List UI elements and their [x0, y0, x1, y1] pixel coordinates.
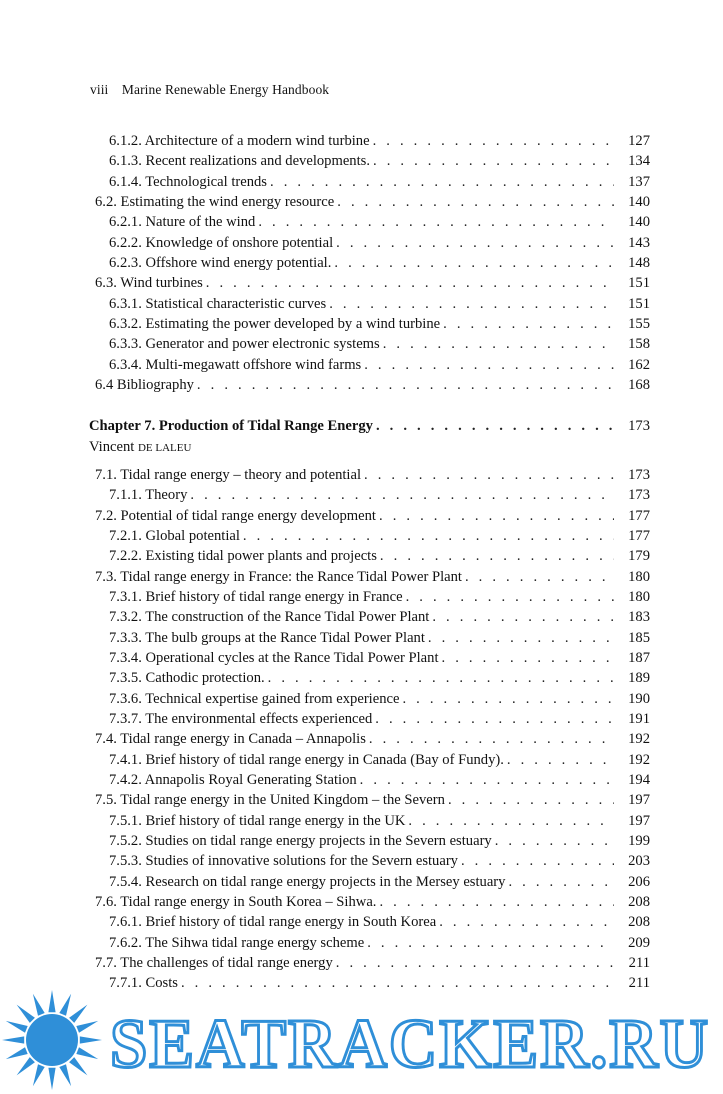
sun-ray — [48, 990, 55, 1012]
toc-entry-page: 173 — [628, 487, 650, 504]
toc-section-chapter-6 — [95, 133, 650, 397]
toc-entry-page: 192 — [628, 751, 650, 768]
toc-entry[interactable] — [95, 630, 650, 650]
leader-dots — [258, 214, 614, 231]
toc-entry-title: 6.3. Wind turbines — [95, 275, 203, 292]
sun-ray — [33, 1064, 45, 1086]
toc-entry-page: 185 — [628, 629, 650, 646]
table-of-contents — [89, 133, 650, 996]
toc-entry[interactable] — [95, 955, 650, 975]
author-first-name: Vincent — [89, 438, 135, 455]
toc-entry[interactable] — [95, 296, 650, 316]
leader-dots — [379, 508, 614, 525]
toc-entry[interactable] — [95, 772, 650, 792]
toc-entry-page: 162 — [628, 356, 650, 373]
toc-entry[interactable] — [95, 569, 650, 589]
toc-entry[interactable] — [95, 813, 650, 833]
toc-entry[interactable] — [95, 894, 650, 914]
toc-entry[interactable] — [95, 548, 650, 568]
toc-entry-title: 7.5.1. Brief history of tidal range energy in the UK — [109, 812, 406, 829]
toc-entry[interactable] — [95, 487, 650, 507]
toc-entry[interactable] — [95, 336, 650, 356]
toc-entry-page: 189 — [628, 670, 650, 687]
toc-entry-page: 208 — [628, 914, 650, 931]
toc-entry-page: 211 — [628, 955, 650, 972]
toc-entry-page: 208 — [628, 894, 650, 911]
sun-ray — [69, 1057, 87, 1075]
page-number: viii — [90, 82, 109, 97]
toc-entry[interactable] — [95, 275, 650, 295]
leader-dots — [379, 894, 614, 911]
toc-entry-page: 155 — [628, 316, 650, 333]
toc-entry-title: 7.3. Tidal range energy in France: the Rance Tidal Power Plant — [95, 568, 462, 585]
toc-entry[interactable] — [95, 214, 650, 234]
toc-entry-title: 6.3.4. Multi-megawatt offshore wind farms — [109, 356, 362, 373]
toc-entry[interactable] — [95, 752, 650, 772]
book-title: Marine Renewable Energy Handbook — [121, 82, 330, 97]
toc-entry-title: 7.6.1. Brief history of tidal range energy in South Korea — [109, 914, 437, 931]
toc-entry-page: 199 — [628, 833, 650, 849]
toc-entry[interactable] — [95, 153, 650, 173]
toc-entry-page: 187 — [628, 649, 650, 666]
leader-dots — [337, 194, 614, 211]
toc-entry-title: 6.2.2. Knowledge of onshore potential — [109, 234, 334, 251]
leader-dots — [375, 711, 614, 728]
toc-entry-page: 209 — [628, 934, 650, 951]
toc-entry[interactable] — [95, 316, 650, 336]
leader-dots — [369, 731, 614, 748]
toc-entry-page: 140 — [628, 214, 650, 231]
toc-entry-page: 197 — [628, 792, 650, 809]
toc-entry[interactable] — [95, 711, 650, 731]
watermark-text: SEATRACKER.RU — [110, 1006, 710, 1083]
toc-entry-title: 6.1.4. Technological trends — [109, 173, 267, 190]
leader-dots — [367, 935, 614, 952]
toc-entry-title: 7.3.3. The bulb groups at the Rance Tidal Power Plant — [109, 629, 425, 646]
leader-dots — [439, 914, 614, 931]
leader-dots — [432, 609, 614, 626]
toc-entry[interactable] — [95, 133, 650, 153]
leader-dots — [380, 548, 614, 565]
toc-entry-page: 158 — [628, 336, 650, 353]
chapter-title: Chapter 7. Production of Tidal Range Energy — [89, 418, 373, 435]
toc-entry-page: 148 — [628, 255, 650, 272]
chapter-page: 173 — [628, 418, 650, 435]
toc-entry[interactable] — [95, 792, 650, 812]
leader-dots — [406, 589, 614, 606]
toc-entry-page: 134 — [628, 153, 650, 170]
sun-ray — [17, 1005, 35, 1023]
toc-entry-title: 7.7.1. Costs — [109, 975, 178, 992]
toc-entry[interactable] — [95, 377, 650, 397]
toc-entry[interactable] — [95, 833, 650, 853]
leader-dots — [507, 752, 614, 769]
toc-entry[interactable] — [95, 467, 650, 487]
leader-dots — [465, 569, 614, 586]
toc-entry-title: 7.3.2. The construction of the Rance Tidal Power Plant — [109, 609, 430, 626]
sun-ray — [69, 1005, 87, 1023]
toc-entry-page: 206 — [628, 873, 650, 890]
toc-entry[interactable] — [95, 235, 650, 255]
leader-dots — [336, 955, 614, 972]
toc-entry-page: 179 — [628, 548, 650, 565]
leader-dots — [443, 316, 614, 333]
toc-entry[interactable] — [95, 357, 650, 377]
toc-entry-page: 137 — [628, 173, 650, 190]
toc-entry-page: 177 — [628, 527, 650, 544]
toc-entry-title: 7.7. The challenges of tidal range energy — [95, 955, 333, 972]
toc-entry-page: 180 — [628, 568, 650, 585]
leader-dots — [448, 792, 614, 809]
toc-entry-title: 7.2.2. Existing tidal power plants and projects — [109, 548, 377, 565]
toc-entry[interactable] — [95, 853, 650, 873]
leader-dots — [360, 772, 614, 789]
sun-ray — [6, 1047, 28, 1059]
sun-ray — [59, 1064, 71, 1086]
toc-entry[interactable] — [95, 194, 650, 214]
toc-entry-title: 7.6.2. The Sihwa tidal range energy scheme — [109, 934, 365, 951]
toc-entry-page: 180 — [628, 588, 650, 605]
toc-entry-page: 177 — [628, 507, 650, 524]
sun-ray — [59, 994, 71, 1016]
toc-entry-title: 6.1.3. Recent realizations and developments. — [109, 153, 370, 170]
toc-entry[interactable] — [95, 731, 650, 751]
toc-entry-title: 6.1.2. Architecture of a modern wind turbine — [109, 133, 370, 149]
toc-entry-title: 7.3.1. Brief history of tidal range energy in France — [109, 588, 403, 605]
leader-dots — [334, 255, 614, 272]
leader-dots — [190, 487, 614, 504]
toc-entry[interactable] — [95, 914, 650, 934]
running-header — [90, 82, 329, 98]
leader-dots — [376, 418, 614, 435]
toc-entry-page: 197 — [628, 812, 650, 829]
author-last-name: DE LALEU — [137, 441, 192, 454]
leader-dots — [373, 133, 614, 150]
sun-ray — [80, 1036, 102, 1043]
watermark — [0, 985, 723, 1094]
toc-entry-title: 6.2.3. Offshore wind energy potential. — [109, 255, 332, 272]
toc-entry-title: 7.4. Tidal range energy in Canada – Annapolis — [95, 731, 366, 748]
leader-dots — [428, 630, 614, 647]
leader-dots — [270, 174, 614, 191]
toc-entry-page: 183 — [628, 609, 650, 626]
leader-dots — [329, 296, 614, 313]
toc-entry[interactable] — [95, 255, 650, 275]
sun-ray — [48, 1068, 55, 1090]
sun-ray — [2, 1036, 24, 1043]
chapter-author — [89, 439, 650, 459]
toc-entry[interactable] — [95, 935, 650, 955]
toc-entry-page: 194 — [628, 771, 650, 788]
leader-dots — [373, 153, 614, 170]
toc-entry[interactable] — [95, 508, 650, 528]
toc-entry-page: 143 — [628, 234, 650, 251]
sun-ray — [76, 1047, 98, 1059]
toc-entry-page: 151 — [628, 295, 650, 312]
leader-dots — [383, 336, 614, 353]
toc-entry-title: 6.3.2. Estimating the power developed by a wind turbine — [109, 316, 441, 333]
toc-entry-title: 7.4.2. Annapolis Royal Generating Station — [109, 771, 357, 788]
toc-entry[interactable] — [95, 650, 650, 670]
toc-entry-title: 6.3.1. Statistical characteristic curves — [109, 295, 327, 312]
toc-entry-title: 7.6. Tidal range energy in South Korea – Sihwa. — [95, 894, 377, 911]
sun-logo-icon — [2, 990, 102, 1090]
toc-entry[interactable] — [95, 691, 650, 711]
leader-dots — [461, 853, 614, 870]
leader-dots — [364, 467, 614, 484]
leader-dots — [495, 833, 614, 850]
toc-entry-page: 192 — [628, 731, 650, 748]
toc-entry-page: 140 — [628, 194, 650, 211]
toc-entry-page: 203 — [628, 853, 650, 870]
leader-dots — [336, 235, 614, 252]
leader-dots — [197, 377, 614, 394]
toc-entry-title: 7.5.3. Studies of innovative solutions for the Severn estuary — [109, 853, 458, 870]
toc-entry-title: 7.1.1. Theory — [109, 487, 188, 504]
toc-entry-title: 7.5. Tidal range energy in the United Kingdom – the Severn — [95, 792, 445, 809]
leader-dots — [364, 357, 614, 374]
toc-entry-title: 7.2.1. Global potential — [109, 527, 240, 544]
leader-dots — [243, 528, 614, 545]
leader-dots — [442, 650, 614, 667]
toc-entry-title: 6.2.1. Nature of the wind — [109, 214, 256, 231]
toc-entry-page: 191 — [628, 710, 650, 727]
leader-dots — [206, 275, 614, 292]
toc-entry-title: 7.2. Potential of tidal range energy development — [95, 507, 376, 524]
sun-ray — [6, 1021, 28, 1033]
leader-dots — [268, 670, 614, 687]
toc-entry-page: 127 — [628, 133, 650, 149]
leader-dots — [508, 874, 614, 891]
toc-entry-title: 7.3.5. Cathodic protection. — [109, 670, 265, 687]
toc-entry-title: 7.3.4. Operational cycles at the Rance Tidal Power Plant — [109, 649, 439, 666]
toc-section-chapter-7 — [95, 467, 650, 996]
toc-entry-title: 7.4.1. Brief history of tidal range energy in Canada (Bay of Fundy). — [109, 751, 504, 768]
toc-entry-page: 168 — [628, 377, 650, 394]
toc-entry-title: 7.1. Tidal range energy – theory and potential — [95, 466, 362, 483]
toc-entry-title: 6.4 Bibliography — [95, 377, 194, 394]
toc-entry-title: 7.3.6. Technical expertise gained from experience — [109, 690, 400, 707]
toc-entry[interactable] — [95, 528, 650, 548]
sun-ray — [33, 994, 45, 1016]
toc-entry-title: 6.2. Estimating the wind energy resource — [95, 194, 335, 211]
toc-entry-page: 173 — [628, 466, 650, 483]
toc-entry-page: 151 — [628, 275, 650, 292]
toc-entry-page: 211 — [628, 975, 650, 992]
chapter-7-entry[interactable] — [89, 418, 650, 438]
toc-entry[interactable] — [95, 589, 650, 609]
sun-ray — [76, 1021, 98, 1033]
toc-entry-title: 7.3.7. The environmental effects experienced — [109, 710, 373, 727]
toc-entry-title: 7.5.4. Research on tidal range energy projects in the Mersey estuary — [109, 873, 506, 890]
toc-entry[interactable] — [95, 609, 650, 629]
sun-ray — [17, 1057, 35, 1075]
leader-dots — [402, 691, 614, 708]
toc-entry-title: 6.3.3. Generator and power electronic systems — [109, 336, 380, 353]
toc-entry-title: 7.5.2. Studies on tidal range energy projects in the Severn estuary — [109, 833, 492, 849]
toc-entry[interactable] — [95, 670, 650, 690]
toc-entry[interactable] — [95, 174, 650, 194]
toc-entry[interactable] — [95, 874, 650, 894]
toc-entry-page: 190 — [628, 690, 650, 707]
leader-dots — [408, 813, 614, 830]
